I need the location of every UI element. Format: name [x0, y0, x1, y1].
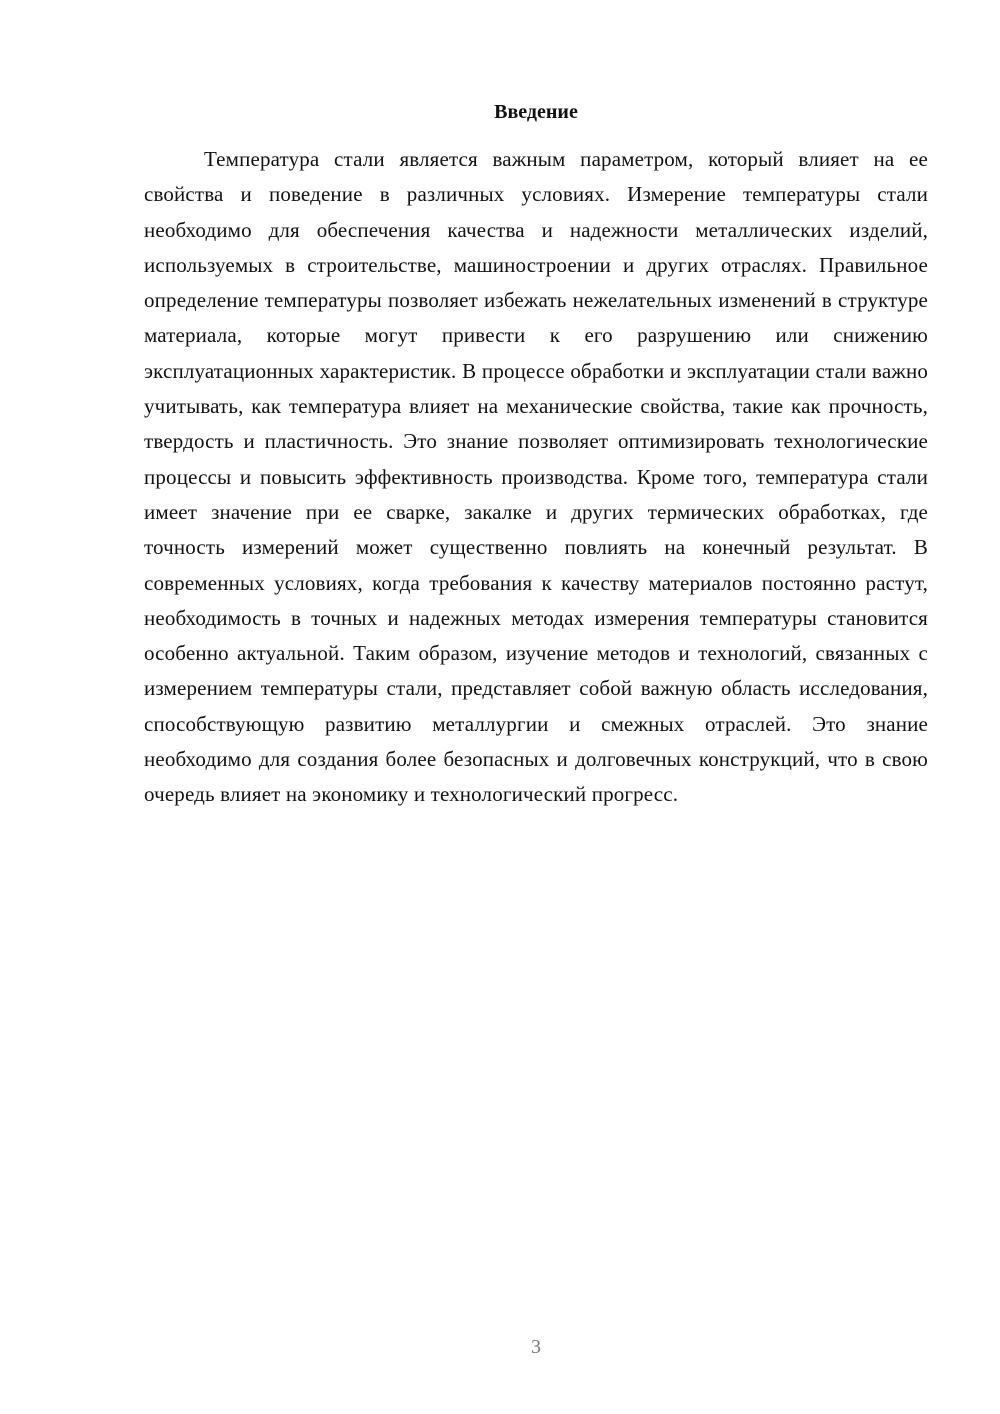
section-heading: Введение: [494, 101, 578, 123]
page-number: 3: [531, 1336, 541, 1358]
introduction-paragraph: Температура стали является важным параметром, который влияет на ее свойства и поведение в различных условиях. Измерение температуры стали необходимо для обеспечения качества и надежности металлических изделий, используемых в строительстве, машиностроении и других отраслях. Правильное определение температуры позволяет избежать нежелательных изменений в структуре материала, которые могут привести к его разрушению или снижению эксплуатационных характеристик. В процессе обработки и эксплуатации стали важно учитывать, как температура влияет на механические свойства, такие как прочность, твердость и пластичность. Это знание позволяет оптимизировать технологические процессы и повысить эффективность производства. Кроме того, температура стали имеет значение при ее сварке, закалке и других термических обработках, где точность измерений может существенно повлиять на конечный результат. В современных условиях, когда требования к качеству материалов постоянно растут, необходимость в точных и надежных методах измерения температуры становится особенно актуальной. Таким образом, изучение методов и технологий, связанных с измерением температуры стали, представляет собой важную область исследования, способствующую развитию металлургии и смежных отраслей. Это знание необходимо для создания более безопасных и долговечных конструкций, что в свою очередь влияет на экономику и технологический прогресс.: [144, 147, 928, 807]
